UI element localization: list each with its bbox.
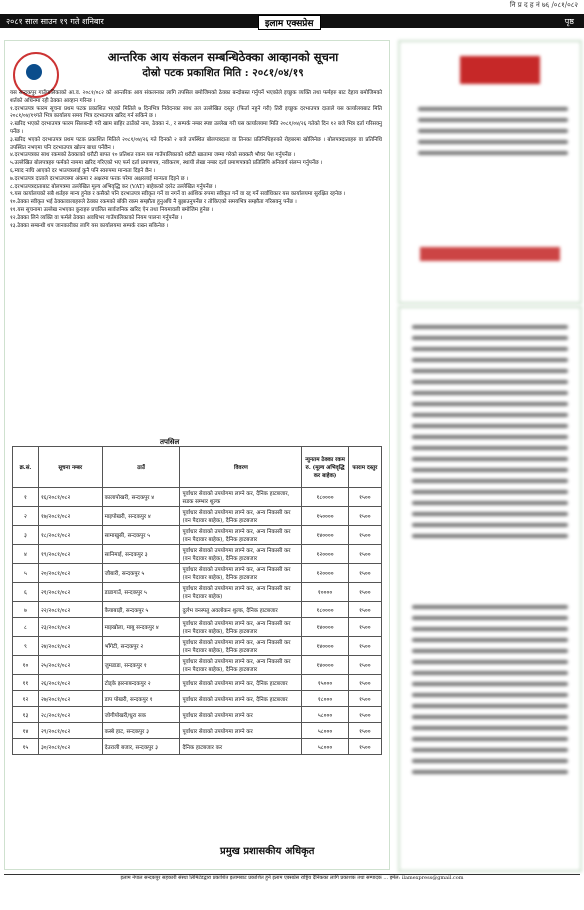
advertisement-top — [398, 40, 582, 304]
advertisement-bottom — [398, 306, 582, 872]
table-cell: १४०००० — [302, 656, 348, 675]
notice-paragraph: ४.दरभाउपत्रका साथ रकमको ठेक्काको धरौटी बापत १० प्रतिशत रकम यस गाउँपालिकाको धरौटी खातामा जम्मा गरेको सक्कलै भौचर पेश गर्नुपर्नेछ । — [10, 152, 296, 159]
table-cell: १५०० — [348, 618, 381, 637]
column-header: फाराम दस्तुर — [348, 447, 381, 488]
table-cell: २ — [13, 507, 39, 526]
table-cell: ९ — [13, 637, 39, 656]
table-cell: डाडागाउँ, सन्दकपुर ५ — [102, 583, 180, 602]
notice-paragraph: १२.ठेक्का लिने व्यक्ति वा फर्मले ठेक्का अवधिभर गाउँपालिकाको नियम पालना गर्नुपर्नेछ । — [10, 214, 183, 221]
table-row — [13, 526, 382, 545]
table-cell: १० — [13, 656, 39, 675]
column-header: विवरण — [180, 447, 302, 488]
signature-title: प्रमुख प्रशासकीय अधिकृत — [220, 846, 315, 857]
table-cell: देउराली बजार, सन्दकपुर ३ — [102, 739, 180, 755]
table-cell: पूर्वाधार सेवाको उपयोगमा लाग्ने कर, दैनिक हाटबजार, सडक सम्भार शुल्क — [180, 488, 302, 507]
notice-paragraph: १३.ठेक्का सम्बन्धी थप जानकारीका लागि यस कार्यालयमा सम्पर्क राख्न सकिनेछ । — [10, 222, 169, 229]
column-header: क्र.सं. — [13, 447, 39, 488]
notice-paragraph: १.दरभाउपत्र फारम सूचना प्रथम पटक प्रकाशित भएको मितिले ७ दिनभित्र निवेदनका साथ तल उल्लेखित दस्तुर (फिर्ता नहुने गरी) तिरी इच्छुक दरभाउपत्र दाताले यस कार्यालयबाट मिति २०८१/०४/१९गते भित्र कार्यालय समय भित्र दरभाउपत्र खरिद गर्न सकिने छ । — [10, 105, 382, 120]
notice-paragraph: ७.दरभाउपत्र दाताले दरभाउपत्रमा अंकमा र अक्षरमा फरक परेमा अक्षरलाई मान्यता दिइने छ । — [10, 175, 189, 182]
notice-body — [10, 90, 382, 230]
table-row — [13, 739, 382, 755]
table-row — [13, 602, 382, 618]
notice-paragraph: ८.दरभाउपत्रदाताबाट बोलपत्रमा उल्लेखित मूल्य अभिवृद्धि कर (VAT) बाहेकको दररेट उल्लेखित गर्नुपर्नेछ । — [10, 183, 217, 190]
table-cell: जौबारी, सन्दकपुर ५ — [102, 564, 180, 583]
table-cell: भाँगेटी, सन्दकपुर २ — [102, 637, 180, 656]
table-cell: १५०० — [348, 656, 381, 675]
table-cell: १२०००० — [302, 545, 348, 564]
table-cell: १५०० — [348, 723, 381, 739]
table-row — [13, 723, 382, 739]
table-cell: ४ — [13, 545, 39, 564]
table-cell: १५०० — [348, 507, 381, 526]
table-cell: सामाखुसी, सन्दकपुर ५ — [102, 526, 180, 545]
notice-paragraph: २.खरिद भएको दरभाउपत्र फारम सिलबन्दी गरी खाम बाहिर ठाउँको नाम, ठेक्का नं., र सम्पर्क नम्बर स्पष्ट उल्लेख गरी यस कार्यालयमा मिति २०८१/०४/२६ गतेको दिन १२ बजे भित्र दर्ता गरिसक्नु पर्नेछ । — [10, 121, 382, 135]
table-cell: १८/२०८१/०८२ — [38, 526, 102, 545]
notice-paragraph: ९.यस कार्यालयको सबै शर्तहरु मान्य हुनेछ र कसैको पनि दरभाउपत्र स्वीकृत गर्ने वा नगर्ने वा आंशिक रुपमा स्वीकृत गर्ने वा रद्द गर्ने सर्वाधिकार यस कार्यालयमा सुरक्षित रहनेछ । — [10, 191, 346, 198]
table-cell: पूर्वाधार सेवाको उपयोगमा लाग्ने कर, दैनिक हाटबजार — [180, 691, 302, 707]
table-cell: ५८००० — [302, 739, 348, 755]
table-cell: १२०००० — [302, 564, 348, 583]
table-cell: २४/२०८१/०८२ — [38, 637, 102, 656]
table-cell: १५०० — [348, 564, 381, 583]
table-cell: १५०० — [348, 739, 381, 755]
table-header-row — [13, 447, 382, 488]
table-cell: दुर्लभ वनस्पतु अवलोकन शुल्क, दैनिक हाटबजार — [180, 602, 302, 618]
table-cell: १५०० — [348, 526, 381, 545]
notice-paragraph: ५.उल्लेखित बोलपत्रहरु फर्मको नाममा खरिद गरिएको भए फर्म दर्ता प्रमाणपत्र, नवीकरण, स्थायी लेखा नम्बर दर्ता प्रमाणपत्रको प्रतिलिपि अनिवार्य संलग्न गर्नुपर्नेछ । — [10, 160, 323, 167]
table-cell: १५०० — [348, 545, 381, 564]
table-cell: २०/२०८१/०८२ — [38, 564, 102, 583]
table-cell: कैयाबाड़ी, सन्दकपुर ५ — [102, 602, 180, 618]
table-cell: माइखोला, माबु सन्दकपुर ४ — [102, 618, 180, 637]
table-cell: १५ — [13, 739, 39, 755]
table-cell: टोड्के झरनाबन्दकपुर २ — [102, 675, 180, 691]
table-row — [13, 583, 382, 602]
notice-paragraph: ६.म्याद नाघि आएको दर भाउपत्रलाई कुनै पनि स्वरुपमा मान्यता दिइने छैन । — [10, 167, 156, 174]
table-cell: दैनिक हाटबजार कर — [180, 739, 302, 755]
table-cell: पूर्वाधार सेवाको उपयोगमा लाग्ने कर, अन्य निकासी कर (वन पैदावार बाहेक), दैनिक हाटबजार — [180, 656, 302, 675]
table-cell: सानिमाई, सन्दकपुर ३ — [102, 545, 180, 564]
table-row — [13, 675, 382, 691]
table-cell: १४०००० — [302, 637, 348, 656]
table-cell: १३ — [13, 707, 39, 723]
publisher-footer: इलाम नेपाल सन्दकपुर सहकारी संस्था लिमिटेडद्वारा प्रकाशित इलामबाट प्रकाशित हुने इलाम एक्सप्रेस राष्ट्रिय दैनिकका लागि प्रकाशक तथा सम्पादक ... इमेल: ilamexpress@gmail.com — [4, 874, 580, 907]
notice-paragraph: यस सन्दकपुर गाउँपालिकाको आ.व. २०८१/०८२ को आन्तरिक आय संकलनका लागि तपसिल बमोजिमको ठेक्का बन्दोबस्त गर्नुपर्ने भएकोले इच्छुक व्यक्ति तथा फर्महरु बाट देहाय बमोजिमको शर्तको अधिनमा रही ठेक्का आव्हान गरिन्छ । — [10, 90, 382, 104]
newspaper-logo: इलाम एक्सप्रेस — [258, 15, 321, 30]
table-cell: ८ — [13, 618, 39, 637]
table-cell: १५०० — [348, 675, 381, 691]
table-cell: पूर्वाधार सेवाको उपयोगमा लाग्ने कर — [180, 723, 302, 739]
table-cell: १०००० — [302, 583, 348, 602]
header-bar — [0, 14, 584, 28]
notice-paragraph: ३.खरिद भएको दरभाउपत्र प्रथम पटक प्रकाशित मितिले २०८१/०४/२६ गते दिनको २ बजे उपस्थित बोलपत्रदाता वा तिनका प्रतिनिधिहरुको रोहबरमा खोलिनेछ । बोलपत्रदाताहरु वा प्रतिनिधि उपस्थित नभएमा पनि दरभाउपत्र खोल्न बाधा पर्नेछैन । — [10, 136, 382, 151]
table-cell: १५०० — [348, 602, 381, 618]
table-row — [13, 637, 382, 656]
table-cell: १८०००० — [302, 488, 348, 507]
table-cell: ११ — [13, 675, 39, 691]
table-cell: पूर्वाधार सेवाको उपयोगमा लाग्ने कर, अन्य निकासी कर (वन पैदावार बाहेक), दैनिक हाटबजार — [180, 637, 302, 656]
table-cell: पूर्वाधार सेवाको उपयोगमा लाग्ने कर — [180, 707, 302, 723]
table-cell: १९/२०८१/०८२ — [38, 545, 102, 564]
table-row — [13, 691, 382, 707]
table-row — [13, 618, 382, 637]
table-cell: ३०/२०८१/०८२ — [38, 739, 102, 755]
table-cell: ७ — [13, 602, 39, 618]
table-cell: १५००० — [302, 675, 348, 691]
table-cell: पूर्वाधार सेवाको उपयोगमा लाग्ने कर, अन्य निकासी कर (वन पैदावार बाहेक), दैनिक हाटबजार — [180, 507, 302, 526]
table-cell: १४०००० — [302, 618, 348, 637]
table-cell: १७/२०८१/०८२ — [38, 507, 102, 526]
table-cell: ५८००० — [302, 707, 348, 723]
table-cell: १५०००० — [302, 507, 348, 526]
table-cell: २८/२०८१/०८२ — [38, 707, 102, 723]
table-row — [13, 656, 382, 675]
table-cell: १५०० — [348, 691, 381, 707]
table-cell: कालापोखरी, सन्दकपुर ४ — [102, 488, 180, 507]
notice-subtitle: दोस्रो पटक प्रकाशित मिति : २०८१/०४/१९ — [142, 67, 304, 79]
table-cell: डाप पोखरी, सन्दकपुर १ — [102, 691, 180, 707]
column-header: सूचना नम्बर — [38, 447, 102, 488]
table-cell: २२/२०८१/०८२ — [38, 602, 102, 618]
masthead — [0, 0, 584, 10]
notice-paragraph: १०.ठेक्का स्वीकृत भई ठेक्कावालाहरुले ठेक्का रकमको बाँकी रकम सम्झौता हुनुअघि नै बुझाउनुपर्नेछ र तोकिएको समयभित्र सम्झौता गरिसक्नु पर्नेछ । — [10, 199, 297, 206]
schedule-table — [12, 446, 382, 755]
table-cell: १५०० — [348, 637, 381, 656]
table-cell: १८०००० — [302, 602, 348, 618]
table-cell: ६ — [13, 583, 39, 602]
column-header: ठाउँ — [102, 447, 180, 488]
page-label: पृष्ठ — [564, 17, 574, 26]
table-cell: पूर्वाधार सेवाको उपयोगमा लाग्ने कर, दैनिक हाटबजार — [180, 675, 302, 691]
table-cell: पूर्वाधार सेवाको उपयोगमा लाग्ने कर, अन्य निकासी कर (वन पैदावार बाहेक), दैनिक हाटबजार — [180, 545, 302, 564]
notice-paragraph: ११.यस सूचनामा उल्लेख नभएका कुराहरु प्रचलित सार्वजनिक खरिद ऐन तथा नियमावली बमोजिम हुनेछ । — [10, 206, 214, 213]
table-cell: १४०००० — [302, 526, 348, 545]
table-cell: २५/२०८१/०८२ — [38, 656, 102, 675]
table-row — [13, 545, 382, 564]
table-cell: पूर्वाधार सेवाको उपयोगमा लाग्ने कर, अन्य निकासी कर (वन पैदावार बाहेक), दैनिक हाटबजार — [180, 564, 302, 583]
table-row — [13, 564, 382, 583]
table-cell: १८००० — [302, 691, 348, 707]
table-cell: पूर्वाधार सेवाको उपयोगमा लाग्ने कर, अन्य निकासी कर (वन पैदावार बाहेक) — [180, 583, 302, 602]
table-cell: ५८००० — [302, 723, 348, 739]
table-cell: १५०० — [348, 707, 381, 723]
table-row — [13, 507, 382, 526]
table-cell: ५ — [13, 564, 39, 583]
registration-number: नि प्र द ह नं ७६ /०८१/०८२ — [509, 1, 578, 9]
table-cell: जुमडाडा, सन्दकपुर १ — [102, 656, 180, 675]
table-cell: १५०० — [348, 583, 381, 602]
table-cell: १६/२०८१/०८२ — [38, 488, 102, 507]
table-cell: १२ — [13, 691, 39, 707]
notice-title: आन्तरिक आय संकलन सम्बन्धिठेक्का आव्हानको सूचना — [107, 50, 339, 64]
table-cell: २३/२०८१/०८२ — [38, 618, 102, 637]
table-cell: कस्बे हाट, सन्दकपुर ३ — [102, 723, 180, 739]
table-cell: जोगीपोखरी/धुरा सक — [102, 707, 180, 723]
table-row — [13, 707, 382, 723]
table-cell: पूर्वाधार सेवाको उपयोगमा लाग्ने कर, अन्य निकासी कर (वन पैदावार बाहेक), दैनिक हाटबजार — [180, 526, 302, 545]
table-cell: पूर्वाधार सेवाको उपयोगमा लाग्ने कर, अन्य निकासी कर (वन पैदावार बाहेक), दैनिक हाटबजार — [180, 618, 302, 637]
table-cell: १४ — [13, 723, 39, 739]
table-cell: २१/२०८१/०८२ — [38, 583, 102, 602]
issue-date: २०८१ साल साउन १९ गते शनिबार — [6, 17, 104, 26]
table-cell: २६/२०८१/०८२ — [38, 675, 102, 691]
table-cell: १ — [13, 488, 39, 507]
table-caption: तपसिल — [160, 437, 180, 446]
table-cell: २९/२०८१/०८२ — [38, 723, 102, 739]
table-cell: १५०० — [348, 488, 381, 507]
column-header: न्युनतम ठेक्का रकम रु. (मूल्य अभिवृद्धि कर बाहेक) — [302, 447, 348, 488]
table-cell: माइपोखरी, सन्दकपुर ४ — [102, 507, 180, 526]
table-cell: २७/२०८१/०८२ — [38, 691, 102, 707]
table-row — [13, 488, 382, 507]
table-cell: ३ — [13, 526, 39, 545]
